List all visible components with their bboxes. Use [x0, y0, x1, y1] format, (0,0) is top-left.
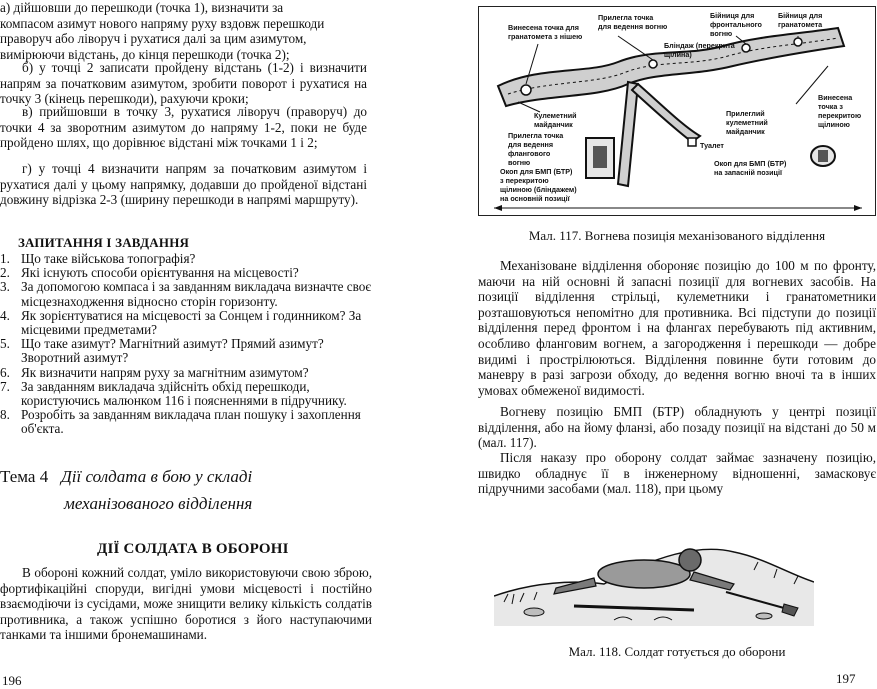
defense-paragraph: В обороні кожний солдат, уміло використовуючи свою зброю, фортифікаційні споруди, вигідні умови місцевості і постійно взаємодіючи із сусідами, може знищити велику кількість солдатів противника, а також успішно боротися з його наступаючими танками та іншими бронемашинами.	[0, 565, 372, 643]
paragraph-1: Механізоване відділення обороняє позицію до 100 м по фронту, маючи на ній основні й запасні позиції для вогневих засобів. На позиції відділення стрільці, кулеметники і гранатометники розташовуються непомітно для противника. Всі підступи до позиції відділення перед фронтом і на флангах перебувають під активним, особливо фланговим вогнем, а загородження і перешкоди — добре видимі і прострілюються. Відділення повинне бути готовим до маневру в разі загрози обходу, до ведення вогню вночі та в інших умовах обмеженої видимості.	[478, 258, 876, 398]
figure-117	[478, 6, 876, 216]
intro-line: вимірюючи відстань, до кінця перешкоди (точка 2);	[0, 46, 290, 62]
question-item: 7. За завданням викладача здійсніть обхід перешкоди, користуючись малюнком 116 і поясненнями в підручнику.	[0, 378, 347, 409]
question-item: 6. Як визначити напрям руху за магнітним азимутом?	[0, 364, 309, 380]
page-number-left: 196	[2, 673, 22, 688]
left-page	[0, 0, 430, 689]
label-bmp-reserve: Окоп для БМП (БТР) на запасній позиції	[714, 159, 787, 177]
topic-title-line1: Дії солдата в бою у складі	[60, 467, 253, 486]
step-b-text: б) у точці 2 записати пройдену відстань (1-2) і визначити напрям за початковим азимутом, зробити поворот і рухатися на точку 3 (кінець перешкоди), рахуючи кроки;	[0, 60, 367, 107]
section-title: ДІЇ СОЛДАТА В ОБОРОНІ	[97, 541, 289, 557]
intro-line: праворуч або ліворуч і рухатися далі за цим азимутом,	[0, 31, 307, 47]
firing-position-diagram	[478, 6, 876, 216]
question-item: 5. Що таке азимут? Магнітний азимут? Прямий азимут? Зворотний азимут?	[0, 336, 324, 366]
toilet-marker	[688, 138, 696, 146]
step-c-text: в) прийшовши в точку 3, рухатися ліворуч (праворуч) до точки 4 за зворотним азимутом до напряму 1-2, поки не буде пройдено шлях, що дорівнює відстані між точками 1 і 2;	[0, 104, 367, 151]
question-item: 2. Які існують способи орієнтування на місцевості?	[0, 265, 299, 281]
right-page	[452, 0, 877, 689]
questions-heading: ЗАПИТАННЯ І ЗАВДАННЯ	[18, 235, 190, 250]
bmp-vehicle-main	[593, 146, 607, 168]
embrasure-marker	[794, 38, 802, 46]
label-blindage: Бліндаж (перекрита щілина)	[664, 41, 735, 59]
label-recessed-grenade: Винесена точка для гранатомета з нішею	[508, 23, 583, 41]
topic-heading	[0, 463, 400, 517]
figure-118-caption: Мал. 118. Солдат готується до оборони	[568, 644, 786, 659]
label-adjacent-mg: Прилеглий кулеметний майданчик	[726, 109, 768, 136]
figure-118	[494, 522, 814, 626]
topic-label: Тема 4	[0, 467, 49, 486]
intro-line: а) дійшовши до перешкоди (точка 1), визначити за	[0, 0, 284, 15]
label-adjacent-flank: Прилегла точка для ведення флангового вогню	[508, 131, 564, 167]
question-item: 4. Як зорієнтуватися на місцевості за Сонцем і годинником? За місцевими предметами?	[0, 307, 362, 338]
bmp-vehicle-reserve	[818, 150, 828, 162]
soldier-illustration	[494, 522, 814, 626]
question-item: 1. Що таке військова топографія?	[0, 251, 196, 266]
label-adjacent-fire: Прилегла точка для ведення вогню	[598, 13, 668, 31]
intro-line: компасом азимут нового напряму руху вздовж перешкоди	[0, 15, 325, 31]
topic-title-line2: механізованого відділення	[64, 494, 253, 513]
label-toilet: Туалет	[700, 141, 724, 150]
question-item: 8. Розробіть за завданням викладача план пошуку і захоплення об'єкта.	[0, 407, 361, 437]
soldier-body	[598, 560, 690, 588]
paragraph-2: Вогневу позицію БМП (БТР) обладнують у центрі позиції відділення, або на йому фланзі, або позаду позиції на відстані до 50 м (мал. 117).	[478, 404, 876, 451]
embrasure-marker	[742, 44, 750, 52]
question-item: 3. За допомогою компаса і за завданням викладача визначте своє місцезнаходження відносно сторін горизонту.	[0, 279, 371, 309]
label-embrasure-front: Бійниця для фронтального вогню	[710, 11, 762, 38]
label-recessed-right: Винесена точка з перекритою щілиною	[818, 93, 862, 129]
label-bmp-main: Окоп для БМП (БТР) з перекритою щілиною (бліндажем) на основній позиції	[500, 167, 577, 203]
figure-117-caption: Мал. 117. Вогнева позиція механізованого відділення	[528, 228, 826, 243]
label-embrasure-grenade: Бійниця для гранатомета	[778, 11, 823, 29]
fire-point-marker	[649, 60, 657, 68]
soldier-helmet	[679, 549, 701, 571]
step-d-text: г) у точці 4 визначити напрям за початковим азимутом і рухатися далі у цьому напрямку, додавши до пройденої відстані довжину відрізка 2-3 (ширину перешкоди в напрямі маршруту).	[0, 161, 367, 208]
grenade-point-marker	[521, 85, 531, 95]
page-number-right: 197	[836, 671, 856, 686]
intro-paragraph	[0, 0, 367, 62]
label-mg-area: Кулеметний майданчик	[534, 111, 577, 129]
paragraph-3: Після наказу про оборону солдат займає зазначену позицію, швидко обладнує її в інженерному відношенні, замасковує підручними засобами (мал. 118), при цьому	[478, 450, 876, 497]
questions-list	[0, 252, 372, 437]
